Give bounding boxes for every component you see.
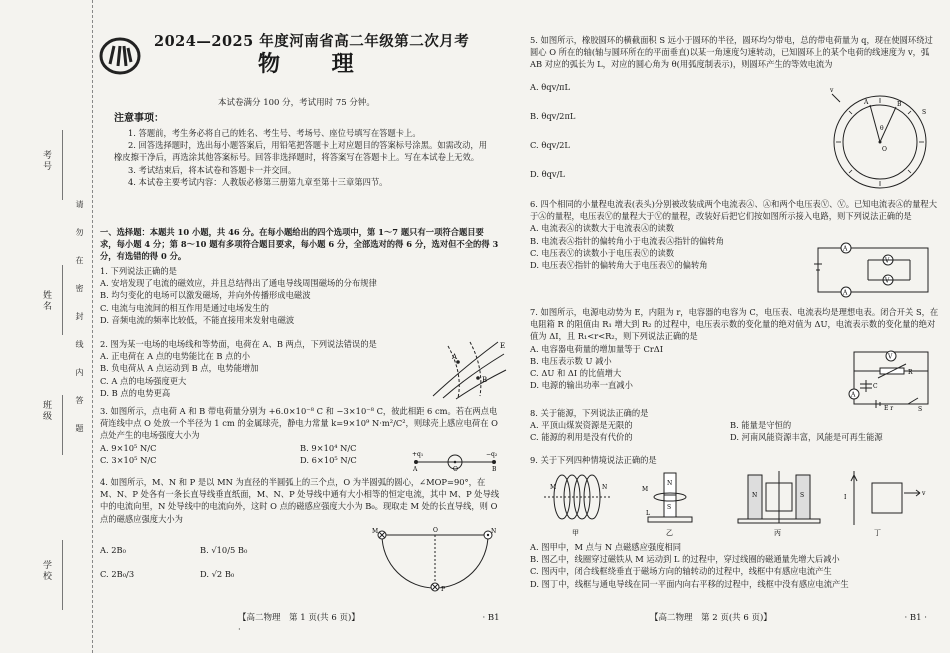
exam-number-line <box>62 130 63 200</box>
page-code: · B1 · <box>904 613 927 623</box>
school-label: 学校 <box>41 560 51 582</box>
option: A. 9×10⁵ N/C <box>100 442 157 453</box>
svg-text:V: V <box>885 257 890 265</box>
option: D. √2 B₀ <box>200 569 235 579</box>
svg-text:E: E <box>500 342 506 350</box>
option: A. 电流表Ⓐ的读数大于电流表Ⓐ的读数 <box>530 223 675 234</box>
option: C. 3×10⁵ N/C <box>100 454 157 465</box>
seal-warning: 请 勿 在 密 封 线 内 答 题 <box>75 200 84 438</box>
exam-meta: 本试卷满分 100 分，考试用时 75 分钟。 <box>218 98 375 108</box>
svg-text:B: B <box>482 376 488 384</box>
svg-text:I: I <box>844 494 847 501</box>
question-1 <box>100 265 500 326</box>
question-2 <box>100 338 400 399</box>
svg-text:S: S <box>800 492 805 499</box>
svg-text:θ: θ <box>880 125 884 132</box>
exam-number-label: 考号 <box>41 150 51 172</box>
option: A. 图甲中，M 点与 N 点磁感应强度相同 <box>530 542 682 552</box>
publisher-logo-icon <box>98 34 142 78</box>
option: B. √10/5 B₀ <box>200 545 248 555</box>
svg-text:v: v <box>922 490 926 497</box>
svg-text:−q₂: −q₂ <box>486 451 498 458</box>
question-stem: 7. 如图所示，电源电动势为 E，内阻为 r，电容器的电容为 C，电压表、电流表均是理想电表。闭合开关 S，在电阻箱 R 的阻值由 R₁ 增大到 R₂ 的过程中，电压表示数的变化量的绝对值为 ΔU，电流表示数的变化量的绝对值为 ΔI，且 R₁<r<R₂，则下列说法正确的是 <box>530 307 939 342</box>
option: A. 安培发现了电流的磁效应，并且总结得出了通电导线周围磁场的分布规律 <box>100 278 377 289</box>
left-column <box>98 0 506 653</box>
question-4 <box>100 476 500 525</box>
notes-heading: 注意事项： <box>114 113 164 124</box>
option: B. θqv/2πL <box>530 110 576 121</box>
note-item: 4. 本试卷主要考试内容：人教版必修第三册第九章至第十三章第四节。 <box>128 176 388 187</box>
option: A. 2B₀ <box>100 545 126 555</box>
svg-text:B: B <box>897 101 902 108</box>
semicircle-wires-figure <box>370 525 498 597</box>
svg-text:+q₁: +q₁ <box>412 451 424 458</box>
option: C. 能源的利用是没有代价的 <box>530 432 633 443</box>
svg-text:S: S <box>922 109 927 116</box>
school-line <box>62 540 63 610</box>
question-stem: 5. 如图所示，橡胶圆环的横截面积 S 远小于圆环的半径，圆环均匀带电，总的带电荷量为 q，现在使圆环绕过圆心 O 所在的轴(轴与圆环所在的平面垂直)以某一角速度匀速转动，已知圆环上的某个电荷的线速度为 v，弧 AB 对应的弧长为 L，对应的圆心角为 θ(用弧度制表示)，则圆环产生的等效电流为 <box>530 35 933 70</box>
figure-yi <box>642 473 692 537</box>
meters-circuit-figure <box>812 238 936 300</box>
option: C. θqv/2L <box>530 139 570 150</box>
option: D. 河南风能资源丰富，风能是可再生能源 <box>730 432 883 443</box>
option: C. 电流与电流间的相互作用是通过电场发生的 <box>100 302 269 313</box>
caption-yi: 乙 <box>666 529 673 537</box>
svg-text:M: M <box>642 486 649 493</box>
page-code: · B1 · <box>238 613 500 636</box>
option: B. 电压表示数 U 减小 <box>530 355 612 366</box>
svg-text:O: O <box>453 466 458 472</box>
footer-right <box>650 612 927 624</box>
figure-jia <box>544 475 612 537</box>
svg-text:V: V <box>885 277 890 285</box>
name-label: 姓名 <box>41 290 51 312</box>
svg-text:R: R <box>908 369 913 376</box>
question-9 <box>530 454 940 466</box>
question-stem: 3. 如图所示，点电荷 A 和 B 带电荷量分别为 +6.0×10⁻⁸ C 和 −3×10⁻⁸ C，彼此相距 6 cm。若在两点电荷连线中点 O 处放一个半径为 1 cm 的金属球壳，静电力常量 k=9×10⁹ N·m²/C²，则球壳上感应电荷在 O 点处产生的电场强度大小为 <box>100 406 498 441</box>
question-stem: 8. 关于能源，下列说法正确的是 <box>530 408 649 418</box>
question-stem: 1. 下列说法正确的是 <box>100 266 177 276</box>
figure-bing <box>738 471 820 537</box>
note-item: 2. 回答选择题时，选出每小题答案后，用铅笔把答题卡上对应题目的答案标号涂黑。如需改动，用橡皮擦干净后，再选涂其他答案标号。回答非选择题时，将答案写在答题卡上。写在本试卷上无效。 <box>114 140 488 163</box>
question-8 <box>530 407 940 444</box>
question-9-options <box>530 541 940 590</box>
svg-text:A: A <box>851 391 856 399</box>
note-item: 1. 答题前，考生务必将自己的姓名、考生号、考场号、座位号填写在答题卡上。 <box>128 128 421 138</box>
option: A. θqv/πL <box>530 81 571 92</box>
option: D. 图丁中，线框与通电导线在同一平面内向右平移的过程中，线框中没有感应电流产生 <box>530 578 849 589</box>
page-label: 【高二物理 第 2 页(共 6 页)】 <box>650 613 772 623</box>
subject-title: 物 理 <box>258 51 376 77</box>
svg-text:B: B <box>492 466 497 472</box>
caption-ding: 丁 <box>874 529 881 537</box>
option: C. A 点的电场强度更大 <box>100 375 187 386</box>
option: A. 正电荷在 A 点的电势能比在 B 点的小 <box>100 351 251 362</box>
svg-text:N: N <box>667 480 673 487</box>
caption-bing: 丙 <box>774 529 781 537</box>
option: B. 能量是守恒的 <box>730 420 792 431</box>
figure-ding <box>844 471 926 537</box>
svg-text:N: N <box>491 528 497 535</box>
rc-circuit-figure <box>846 346 936 412</box>
four-scenarios-figure <box>542 467 938 541</box>
svg-text:M: M <box>550 484 557 491</box>
class-label: 班级 <box>41 400 51 422</box>
option: B. 电流表Ⓐ指针的偏转角小于电流表Ⓐ指针的偏转角 <box>530 235 724 246</box>
notes-list <box>114 127 494 188</box>
option: B. 负电荷从 A 点运动到 B 点，电势能增加 <box>100 363 259 374</box>
binding-strip <box>0 0 93 653</box>
caption-jia: 甲 <box>572 529 579 537</box>
svg-text:N: N <box>602 484 608 491</box>
svg-text:S: S <box>918 406 923 412</box>
svg-text:E r: E r <box>884 405 894 412</box>
option: D. 6×10⁵ N/C <box>300 454 357 465</box>
option: D. 音频电流的频率比较低，不能直接用来发射电磁波 <box>100 314 295 325</box>
option: A. 平顶山煤炭资源是无限的 <box>530 420 633 431</box>
svg-text:A: A <box>864 99 869 106</box>
option: C. 图丙中，闭合线框绕垂直于磁场方向的轴转动的过程中，线框中有感应电流产生 <box>530 566 832 577</box>
field-lines-figure <box>428 338 508 400</box>
page-label: 【高二物理 第 1 页(共 6 页)】 <box>238 613 360 623</box>
point-charges-figure <box>408 448 500 472</box>
question-stem: 9. 关于下列四种情境说法正确的是 <box>530 455 657 465</box>
svg-text:A: A <box>452 353 458 361</box>
option: B. 均匀变化的电场可以激发磁场，并向外传播形成电磁波 <box>100 290 311 301</box>
option: B. 9×10⁴ N/C <box>300 442 357 453</box>
svg-text:v: v <box>830 87 834 94</box>
option: C. 2B₀/3 <box>100 569 135 579</box>
question-stem: 6. 四个相同的小量程电流表(表头)分别被改装成两个电流表Ⓐ、Ⓐ和两个电压表Ⓥ、Ⓥ。已知电流表Ⓐ的量程大于Ⓐ的量程，电压表Ⓥ的量程大于Ⓥ的量程，改装好后把它们按如图所示接入电路，则下列说法正确的是 <box>530 199 937 222</box>
svg-text:C: C <box>873 383 878 390</box>
svg-text:A: A <box>413 466 418 472</box>
svg-text:P: P <box>441 586 446 593</box>
svg-text:M: M <box>372 528 379 535</box>
exam-title: 2024—2025 年度河南省高二年级第二次月考 <box>154 33 470 50</box>
option: C. 电压表Ⓥ的读数小于电压表Ⓥ的读数 <box>530 247 675 258</box>
class-line <box>62 395 63 455</box>
option: D. θqv/L <box>530 168 565 179</box>
option: D. 电压表Ⓥ指针的偏转角大于电压表Ⓥ的偏转角 <box>530 260 708 271</box>
rotating-ring-figure <box>828 84 932 192</box>
svg-text:A: A <box>843 245 848 253</box>
section-1-heading: 一、选择题：本题共 10 小题，共 46 分。在每小题给出的四个选项中，第 1～7 题只有一项符合题目要求，每小题 4 分；第 8～10 题有多项符合题目要求，每小题 6 分，全部选对的得 6 分，选对但不全的得 3 分，有选错的得 0 分。 <box>100 227 499 262</box>
svg-text:A: A <box>843 289 848 297</box>
option: C. ΔU 和 ΔI 的比值增大 <box>530 368 622 379</box>
question-stem: 4. 如图所示，M、N 和 P 是以 MN 为直径的半圆弧上的三个点，O 为半圆弧的圆心，∠MOP=90°，在 M、N、P 处各有一条长直导线垂直纸面，M、N、P 处导线中通有大小相等的恒定电流，其中 M、P 处导线中的电流向里，N 处导线中的电流向外，这时 O 点的磁感应强度大小为 B₀。现取走 M 处的长直导线，则 O 点的磁感应强度大小为 <box>100 477 500 524</box>
right-column <box>530 0 945 653</box>
svg-text:O: O <box>882 146 887 153</box>
svg-text:O: O <box>433 527 438 534</box>
option: B. 图乙中，线圈穿过磁铁从 M 运动到 L 的过程中，穿过线圈的磁通量先增大后减小 <box>530 554 840 565</box>
question-stem: 2. 图为某一电场的电场线和等势面，电荷在 A、B 两点，下列说法错误的是 <box>100 339 377 349</box>
option: D. 电源的输出功率一直减小 <box>530 380 633 391</box>
question-4-options <box>100 538 300 586</box>
name-line <box>62 265 63 335</box>
svg-text:N: N <box>752 492 758 499</box>
svg-text:L: L <box>646 510 650 517</box>
svg-text:V: V <box>888 353 893 361</box>
footer-left <box>238 612 503 636</box>
svg-text:S: S <box>667 504 672 511</box>
note-item: 3. 考试结束后，将本试卷和答题卡一并交回。 <box>128 164 297 175</box>
option: D. B 点的电势更高 <box>100 387 171 398</box>
option: A. 电容器电荷量的增加量等于 CrΔI <box>530 343 664 354</box>
